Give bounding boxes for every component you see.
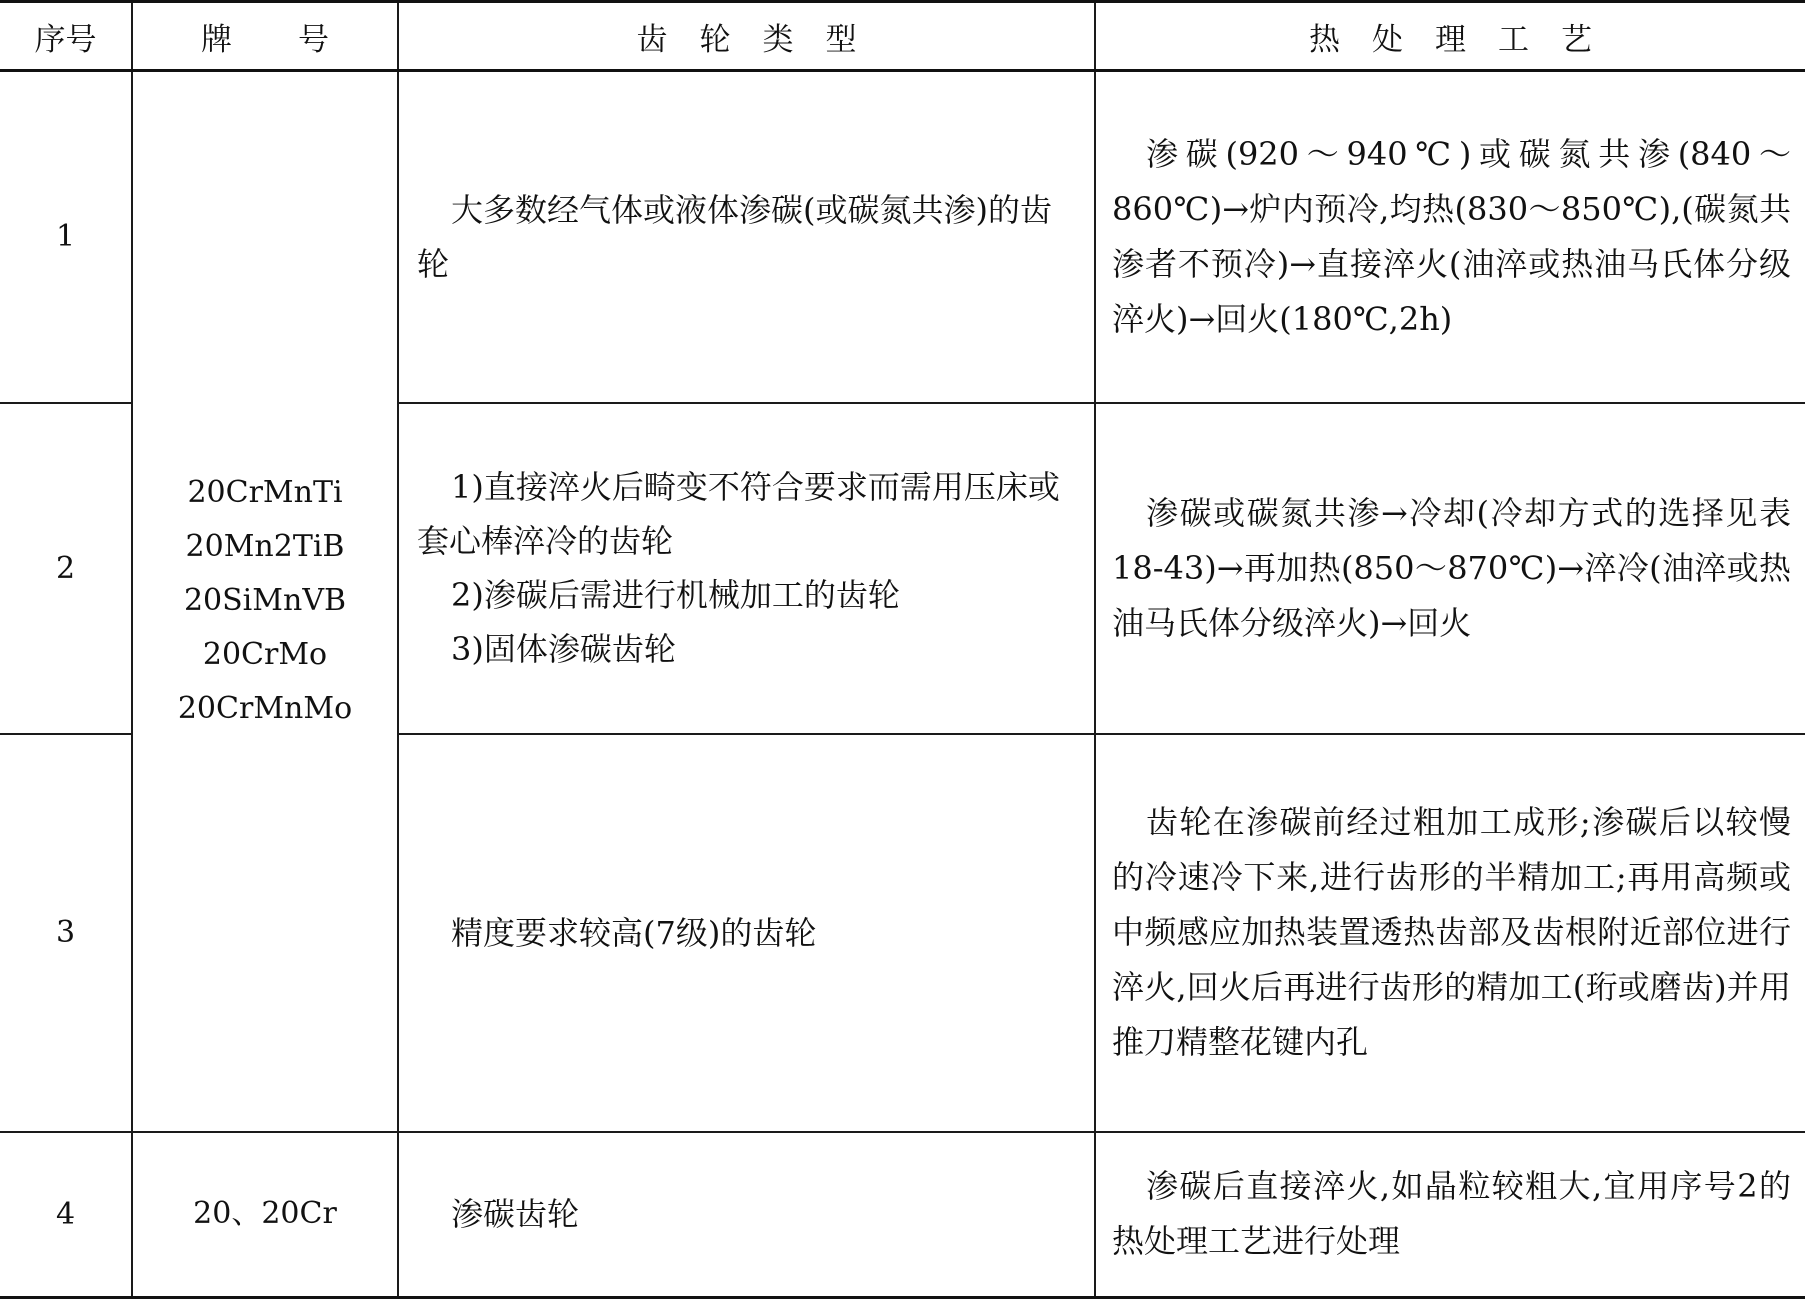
row-no: 2 xyxy=(0,403,132,734)
grade-item: 20CrMnTi xyxy=(187,475,343,511)
table-header-row xyxy=(0,2,1805,71)
process-text: 渗碳后直接淬火,如晶粒较粗大,宜用序号2的热处理工艺进行处理 xyxy=(1112,1167,1791,1261)
gear-type-item: 3)固体渗碳齿轮 xyxy=(451,630,676,668)
grade-item: 20Mn2TiB xyxy=(185,529,345,565)
gear-type-cell xyxy=(398,734,1095,1132)
grade-cell: 20、20Cr xyxy=(132,1132,398,1298)
process-cell xyxy=(1095,1132,1805,1298)
gear-type-item: 2)渗碳后需进行机械加工的齿轮 xyxy=(451,576,900,614)
table-row xyxy=(0,71,1805,403)
gear-type-cell xyxy=(398,1132,1095,1298)
grade-item: 20CrMo xyxy=(202,637,328,673)
header-no: 序号 xyxy=(0,2,132,71)
header-gear-type: 齿轮类型 xyxy=(398,2,1095,71)
header-grade: 牌号 xyxy=(132,2,398,71)
row-no: 1 xyxy=(0,71,132,403)
process-text: 渗碳或碳氮共渗→冷却(冷却方式的选择见表18-43)→再加热(850～870℃)→淬冷(油淬或热油马氏体分级淬火)→回火 xyxy=(1112,493,1791,642)
gear-type-text: 精度要求较高(7级)的齿轮 xyxy=(451,913,817,952)
process-cell xyxy=(1095,403,1805,734)
process-text: 齿轮在渗碳前经过粗加工成形;渗碳后以较慢的冷速冷下来,进行齿形的半精加工;再用高频或中频感应加热装置透热齿部及齿根附近部位进行淬火,回火后再进行齿形的精加工(珩或磨齿)并用推刀精整花键内孔 xyxy=(1112,803,1791,1061)
table-row xyxy=(0,1132,1805,1298)
grade-item: 20CrMnMo xyxy=(177,691,353,727)
gear-type-cell xyxy=(398,403,1095,734)
row-no: 4 xyxy=(0,1132,132,1298)
gear-type-cell xyxy=(398,71,1095,403)
gear-type-text: 大多数经气体或液体渗碳(或碳氮共渗)的齿轮 xyxy=(417,190,1052,283)
process-cell xyxy=(1095,734,1805,1132)
grade-cell-shared xyxy=(132,71,398,1132)
row-no: 3 xyxy=(0,734,132,1132)
header-process: 热处理工艺 xyxy=(1095,2,1805,71)
gear-type-text: 渗碳齿轮 xyxy=(451,1195,580,1234)
process-text: 渗碳(920～940℃)或碳氮共渗(840～860℃)→炉内预冷,均热(830～850℃),(碳氮共渗者不预冷)→直接淬火(油淬或热油马氏体分级淬火)→回火(180℃,2h) xyxy=(1112,134,1791,338)
gear-type-item: 1)直接淬火后畸变不符合要求而需用压床或套心棒淬冷的齿轮 xyxy=(417,468,1060,560)
grade-item: 20SiMnVB xyxy=(183,583,347,619)
process-cell xyxy=(1095,71,1805,403)
